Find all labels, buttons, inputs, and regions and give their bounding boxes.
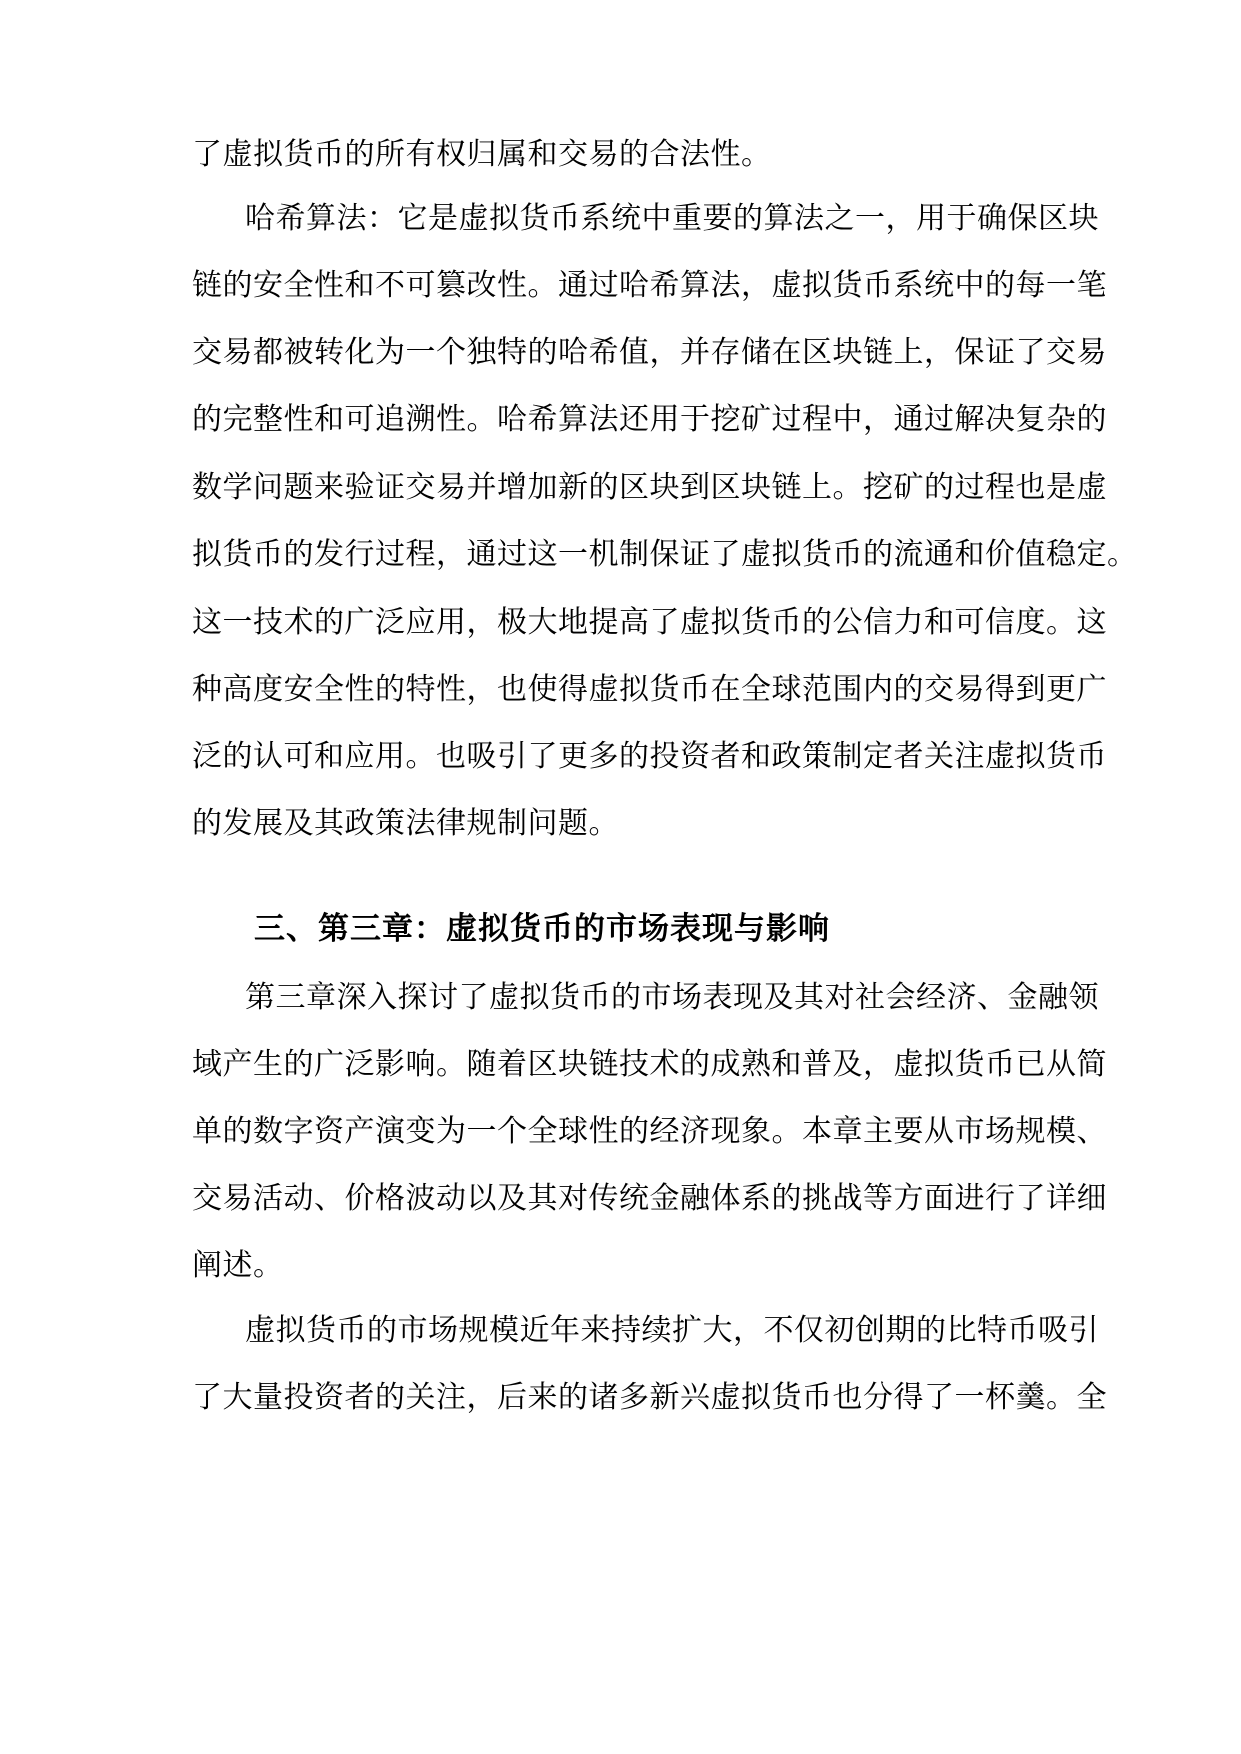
- paragraph-line: 的完整性和可追溯性。哈希算法还用于挖矿过程中，通过解决复杂的: [192, 402, 1107, 437]
- paragraph-line: 拟货币的发行过程，通过这一机制保证了虚拟货币的流通和价值稳定。: [192, 537, 1138, 572]
- paragraph-line: 哈希算法：它是虚拟货币系统中重要的算法之一，用于确保区块: [245, 201, 1099, 236]
- paragraph-line: 交易活动、价格波动以及其对传统金融体系的挑战等方面进行了详细: [192, 1181, 1107, 1216]
- paragraph-line: 第三章深入探讨了虚拟货币的市场表现及其对社会经济、金融领: [245, 980, 1099, 1015]
- paragraph-line: 的发展及其政策法律规制问题。: [192, 806, 619, 841]
- paragraph-line: 这一技术的广泛应用，极大地提高了虚拟货币的公信力和可信度。这: [192, 605, 1107, 640]
- paragraph-line: 种高度安全性的特性，也使得虚拟货币在全球范围内的交易得到更广: [192, 672, 1107, 707]
- paragraph-line: 虚拟货币的市场规模近年来持续扩大，不仅初创期的比特币吸引: [245, 1313, 1099, 1348]
- paragraph-line: 泛的认可和应用。也吸引了更多的投资者和政策制定者关注虚拟货币: [192, 739, 1107, 774]
- paragraph-line: 域产生的广泛影响。随着区块链技术的成熟和普及，虚拟货币已从简: [192, 1047, 1107, 1082]
- paragraph-line: 数学问题来验证交易并增加新的区块到区块链上。挖矿的过程也是虚: [192, 470, 1107, 505]
- paragraph-line: 阐述。: [192, 1248, 284, 1283]
- paragraph-line: 单的数字资产演变为一个全球性的经济现象。本章主要从市场规模、: [192, 1114, 1107, 1149]
- paragraph-line: 交易都被转化为一个独特的哈希值，并存储在区块链上，保证了交易: [192, 335, 1107, 370]
- section-heading: 三、第三章：虚拟货币的市场表现与影响: [254, 911, 830, 947]
- paragraph-line: 了大量投资者的关注，后来的诸多新兴虚拟货币也分得了一杯羹。全: [192, 1380, 1107, 1415]
- paragraph-line: 链的安全性和不可篡改性。通过哈希算法，虚拟货币系统中的每一笔: [192, 268, 1107, 303]
- paragraph-line: 了虚拟货币的所有权归属和交易的合法性。: [192, 137, 772, 172]
